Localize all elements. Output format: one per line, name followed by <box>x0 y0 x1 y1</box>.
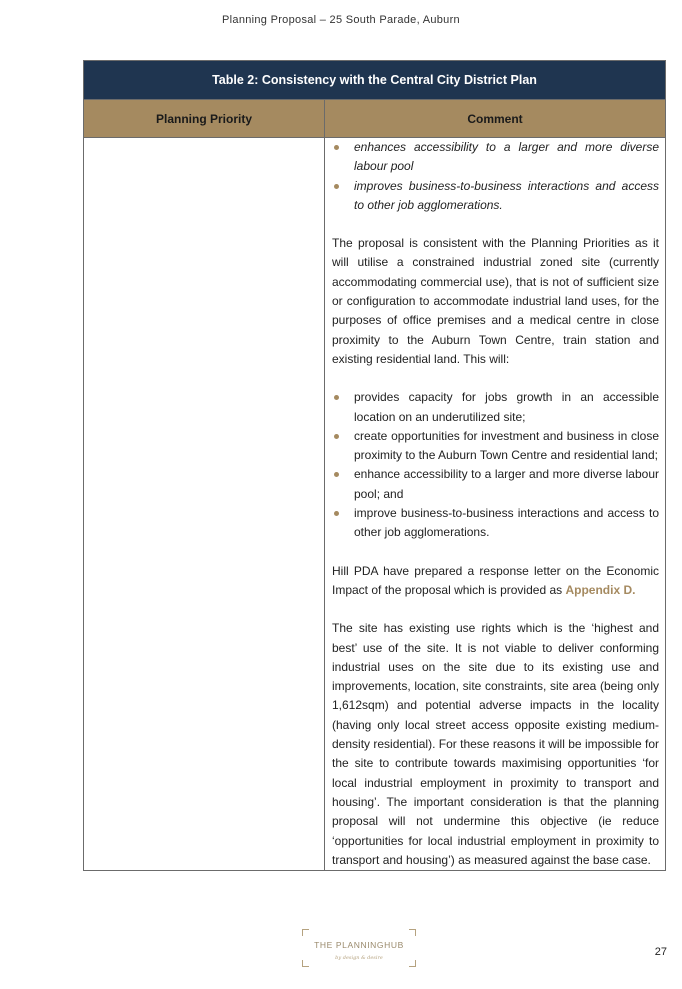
running-header: Planning Proposal – 25 South Parade, Auburn <box>222 14 460 26</box>
table-row <box>84 138 665 870</box>
logo-tagline: by design & desire <box>335 955 383 961</box>
list-item: create opportunities for investment and business in close proximity to the Auburn Town Centre and residential land; <box>332 427 659 466</box>
paragraph-consistency: The proposal is consistent with the Planning Priorities as it will utilise a constrained industrial zoned site (currently accommodating commercial use), that is not of sufficient size or configuration to accommodate industrial land uses, for the purposes of office premises and a medical centre in close proximity to the Auburn Town Centre, train station and existing residential land. This will: <box>332 236 659 366</box>
paragraph-hill-pda-text: Hill PDA have prepared a response letter on the Economic Impact of the proposal which is provided as <box>332 563 659 597</box>
list-item: improve business-to-business interactions and access to other job agglomerations. <box>332 504 659 543</box>
list-item: improves business-to-business interactions and access to other job agglomerations. <box>332 177 659 216</box>
column-header-comment: Comment <box>467 111 523 126</box>
appendix-d-link[interactable]: Appendix D. <box>565 582 636 597</box>
table-header-row <box>84 100 665 138</box>
list-item: provides capacity for jobs growth in an accessible location on an underutilized site; <box>332 388 659 427</box>
paragraph-hill-pda <box>332 562 659 601</box>
planning-hub-logo <box>302 929 416 967</box>
paragraph-existing-use: The site has existing use rights which is the ‘highest and best’ use of the site. It is not viable to deliver conforming industrial uses on the site due to its existing use and improvements, location, site constraints, site area (being only 1,612sqm) and potential adverse impacts in the locality (having only local street access opposite existing medium-density residential). For these reasons it will be impossible for the site to contribute towards maximising opportunities ‘for local industrial employment in proximity to transport and housing’. The important consideration is that the planning proposal will not undermine this objective (ie reduce ‘opportunities for local industrial employment in proximity to transport and housing’) as measured against the base case. <box>332 621 659 867</box>
planning-priority-cell <box>84 138 325 870</box>
table-title: Table 2: Consistency with the Central City District Plan <box>84 61 665 100</box>
list-item: enhance accessibility to a larger and more diverse labour pool; and <box>332 465 659 504</box>
comment-cell <box>325 138 665 870</box>
logo-text: THE PLANNINGHUB <box>314 940 404 950</box>
column-header-planning-priority: Planning Priority <box>84 100 325 137</box>
page-number: 27 <box>654 946 667 958</box>
list-item: enhances accessibility to a larger and more diverse labour pool <box>332 138 659 177</box>
italic-bullet-list <box>332 138 659 215</box>
consistency-table <box>83 60 666 871</box>
bullet-list <box>332 388 659 542</box>
